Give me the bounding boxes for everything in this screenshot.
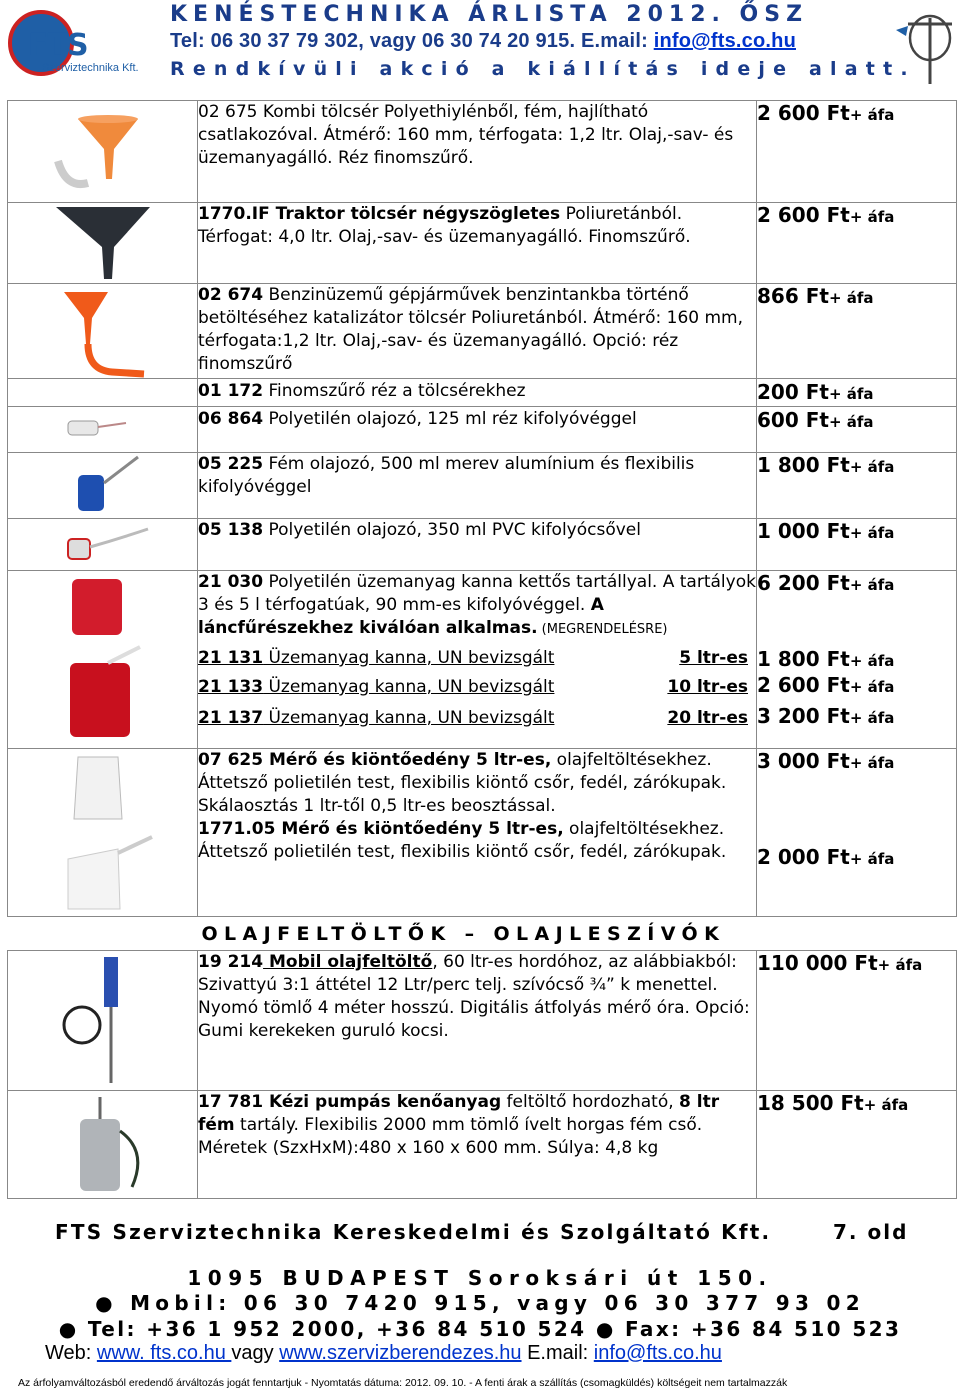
product-description: [198, 379, 757, 407]
price-cell: [757, 379, 957, 407]
header-phone: Tel: 06 30 37 79 302, vagy 06 30 74 20 915. E.mail:: [170, 30, 654, 52]
vat-label: + áfa: [849, 850, 895, 868]
product-image: [8, 453, 198, 519]
header-email-link[interactable]: info@fts.co.hu: [653, 30, 796, 52]
price-value: 2 600 Ft: [757, 101, 850, 125]
product-description: [198, 453, 757, 519]
price-list-title: KENÉSTECHNIKA ÁRLISTA 2012. ŐSZ: [170, 2, 809, 27]
product-code: 02 674: [198, 285, 264, 305]
oil-pump-icon: [48, 951, 158, 1087]
header-contact-line: [170, 30, 796, 53]
vat-label: + áfa: [828, 413, 874, 431]
price-cell: [757, 1091, 957, 1199]
table-row: [8, 101, 957, 203]
price-cell: [757, 749, 957, 917]
order-note: (MEGRENDELÉSRE): [537, 622, 668, 637]
table-row: [8, 379, 957, 407]
product-image: [8, 749, 198, 917]
small-oiler-icon: [48, 407, 158, 447]
product-image: [8, 1091, 198, 1199]
orange-catalyst-funnel-icon: [48, 284, 158, 378]
grease-gun-icon: [888, 8, 954, 88]
vat-label: + áfa: [849, 208, 895, 226]
section-row: [8, 917, 957, 951]
highlight-text: Kézi pumpás kenőanyag: [263, 1092, 502, 1112]
description-text: Benzinüzemű gépjárművek benzintankba történő betöltéséhez katalizátor tölcsér Poliuretánból. Átmérő: 160 mm, térfogata:1,2 ltr. Olaj,-sav- és üzemanyagálló. Opció: réz finomszűrő: [198, 285, 744, 374]
product-description: [198, 101, 757, 203]
product-code: 06 864: [198, 409, 264, 429]
price-cell: [757, 571, 957, 749]
page-header: [0, 0, 960, 100]
table-row: [8, 571, 957, 749]
footer-email-link[interactable]: info@fts.co.hu: [593, 1342, 722, 1364]
description-text: Poliuretánból. Térfogat: 4,0 ltr. Olaj,-sav- és üzemanyagálló. Finomszűrő.: [198, 204, 691, 247]
product-table: [7, 100, 957, 1199]
highlight-text: Mobil olajfeltöltő: [263, 952, 433, 972]
product-image: [8, 284, 198, 379]
price-value: 600 Ft: [757, 408, 829, 432]
price-value: 3 000 Ft: [757, 749, 850, 773]
product-code: 21 133: [198, 677, 264, 697]
page-number: 7. old: [833, 1220, 909, 1244]
price-line: [757, 845, 956, 871]
product-description: [198, 1091, 757, 1199]
price-value: 1 000 Ft: [757, 519, 850, 543]
web-label: Web:: [45, 1342, 97, 1364]
product-description: [198, 571, 757, 749]
price-line: [757, 571, 956, 597]
vat-label: + áfa: [849, 106, 895, 124]
footer-disclaimer: Az árfolyamváltozásból eredendő árváltozás jogát fenntartjuk - Nyomtatás dátuma: 2012. 09. 10. - A fenti árak a szállítás (csomagküldés) költségeit nem tartalmazzák: [18, 1377, 788, 1389]
product-image: [8, 101, 198, 203]
logo-subtitle: Szerviztechnika Kft.: [42, 62, 139, 74]
product-code: 1770.IF Traktor tölcsér négyszögletes: [198, 204, 561, 224]
volume-label: 20 ltr-es: [667, 708, 748, 728]
fts-logo: [4, 6, 154, 86]
footer-mobile: ● Mobil: 06 30 7420 915, vagy 06 30 377 93 02: [95, 1291, 865, 1315]
highlight-text: Mérő és kiöntőedény 5 ltr-es,: [263, 750, 552, 770]
measuring-jug-icon: [48, 749, 158, 913]
description-text: Üzemanyag kanna, UN bevizsgált: [263, 708, 555, 728]
price-value: 1 800 Ft: [757, 453, 850, 477]
price-line: [757, 749, 956, 775]
vat-label: + áfa: [828, 385, 874, 403]
price-value: 3 200 Ft: [757, 704, 850, 728]
product-image: [8, 519, 198, 571]
section-title: OLAJFELTÖLTŐK – OLAJLESZÍVÓK: [201, 923, 726, 945]
promo-line: Rendkívüli akció a kiállítás ideje alatt.: [170, 58, 916, 80]
price-cell: [757, 203, 957, 284]
product-image: [8, 379, 198, 407]
price-value: 2 600 Ft: [757, 673, 850, 697]
product-code: 05 138: [198, 520, 264, 540]
table-row: [8, 453, 957, 519]
vat-label: + áfa: [877, 956, 923, 974]
email-label: E.mail:: [521, 1342, 594, 1364]
volume-label: 10 ltr-es: [667, 677, 748, 697]
price-cell: [757, 407, 957, 453]
product-code: 21 137: [198, 708, 264, 728]
product-code: 21 030: [198, 572, 264, 592]
logo-text: FTS: [28, 28, 88, 63]
dual-can-description: [198, 571, 756, 641]
product-description: [198, 519, 757, 571]
description-text: Üzemanyag kanna, UN bevizsgált: [263, 648, 555, 668]
or-text: vagy: [231, 1342, 280, 1364]
company-name: FTS Szerviztechnika Kereskedelmi és Szolgáltató Kft.: [55, 1220, 772, 1244]
orange-funnel-icon: [48, 101, 158, 201]
fuel-can-icon: [48, 571, 158, 747]
description-text: Kombi tölcsér Polyethiylénből, fém, hajlítható csatlakozóval. Átmérő: 160 mm, térfogata: 1,2 ltr. Olaj,-sav- és üzemanyagálló. Réz finomszűrő.: [198, 102, 734, 168]
price-line: [757, 704, 956, 730]
website-link[interactable]: www. fts.co.hu: [96, 1342, 232, 1364]
price-cell: [757, 951, 957, 1091]
vat-label: + áfa: [849, 709, 895, 727]
description-text: feltöltő hordozható,: [501, 1092, 680, 1112]
vat-label: + áfa: [863, 1096, 909, 1114]
table-row: [8, 407, 957, 453]
product-code: 17 781: [198, 1092, 264, 1112]
product-image: [8, 407, 198, 453]
vat-label: + áfa: [849, 458, 895, 476]
website-link-2[interactable]: www.szervizberendezes.hu: [279, 1342, 522, 1364]
product-image: [8, 203, 198, 284]
description-text: Üzemanyag kanna, UN bevizsgált: [263, 677, 555, 697]
price-value: 1 800 Ft: [757, 647, 850, 671]
description-text: Fém olajozó, 500 ml merev alumínium és flexibilis kifolyóvéggel: [198, 454, 695, 497]
table-row: [8, 519, 957, 571]
price-value: 6 200 Ft: [757, 571, 850, 595]
product-code: 05 225: [198, 454, 264, 474]
hand-pump-icon: [48, 1091, 158, 1195]
description-text: Polyetilén üzemanyag kanna kettős tartállyal. A tartályok 3 és 5 l térfogatúak, 90 mm-es kifolyóvéggel.: [198, 572, 756, 615]
table-row: [8, 203, 957, 284]
price-value: 18 500 Ft: [757, 1091, 864, 1115]
description-text: tartály. Flexibilis 2000 mm tömlő ívelt horgas fém cső. Méretek (SzxHxM):480 x 160 x 600 mm. Súlya: 4,8 kg: [198, 1115, 703, 1158]
description-text: Polyetilén olajozó, 125 ml réz kifolyóvéggel: [263, 409, 637, 429]
pvc-oiler-icon: [48, 519, 158, 567]
list-item: [198, 707, 756, 730]
vat-label: + áfa: [849, 524, 895, 542]
product-code: 21 131: [198, 648, 264, 668]
price-cell: [757, 519, 957, 571]
vat-label: + áfa: [828, 289, 874, 307]
description-text: , 60 ltr-es hordóhoz, az alábbiakból: Szivattyú 3:1 áttétel 12 Ltr/perc telj. szívócső ¾” k menettel. Nyomó tömlő 4 méter hosszú. Digitális átfolyás mérő óra. Opció: Gumi kerekeken guruló kocsi.: [198, 952, 750, 1041]
highlight-text: Mérő és kiöntőedény 5 ltr-es,: [275, 819, 564, 839]
tractor-funnel-icon: [48, 203, 158, 283]
product-description: [198, 407, 757, 453]
price-cell: [757, 101, 957, 203]
product-description: [198, 203, 757, 284]
vat-label: + áfa: [849, 678, 895, 696]
price-line: [757, 673, 956, 699]
price-cell: [757, 284, 957, 379]
vat-label: + áfa: [849, 652, 895, 670]
jug-description: [198, 749, 756, 818]
list-item: [198, 647, 756, 670]
product-image: [8, 951, 198, 1091]
highlight-text: A láncfűrészekhez kiválóan alkalmas.: [198, 595, 604, 638]
metal-oiler-icon: [48, 453, 158, 517]
list-item: [198, 676, 756, 699]
jug-description: [198, 818, 756, 864]
description-text: Polyetilén olajozó, 350 ml PVC kifolyócsővel: [263, 520, 641, 540]
price-value: 2 000 Ft: [757, 845, 850, 869]
footer-address: 1095 BUDAPEST Soroksári út 150.: [187, 1266, 773, 1290]
section-cell: [8, 917, 957, 951]
vat-label: + áfa: [849, 576, 895, 594]
product-code: 07 625: [198, 750, 264, 770]
description-text: olajfeltöltésekhez. Áttetsző polietilén test, flexibilis kiöntő csőr, fedél, zárókupak. Skálaosztás 1 ltr-től 0,5 ltr-es beosztással.: [198, 750, 727, 816]
table-row: [8, 749, 957, 917]
vat-label: + áfa: [849, 754, 895, 772]
footer-web: [45, 1342, 722, 1365]
product-description: [198, 284, 757, 379]
price-value: 110 000 Ft: [757, 951, 878, 975]
product-image: [8, 571, 198, 749]
description-text: olajfeltöltésekhez. Áttetsző polietilén test, flexibilis kiöntő csőr, fedél, zárókupak.: [198, 819, 727, 862]
product-description: [198, 951, 757, 1091]
price-cell: [757, 453, 957, 519]
price-value: 200 Ft: [757, 380, 829, 404]
price-line: [757, 647, 956, 673]
table-row: [8, 951, 957, 1091]
product-code: 19 214: [198, 952, 264, 972]
footer-company: [55, 1220, 909, 1244]
table-row: [8, 1091, 957, 1199]
price-value: 866 Ft: [757, 284, 829, 308]
price-value: 2 600 Ft: [757, 203, 850, 227]
table-row: [8, 284, 957, 379]
product-description: [198, 749, 757, 917]
highlight-text: 8 ltr fém: [198, 1092, 720, 1135]
footer-phone-fax: ● Tel: +36 1 952 2000, +36 84 510 524 ● Fax: +36 84 510 523: [58, 1317, 902, 1341]
description-text: Finomszűrő réz a tölcsérekhez: [263, 381, 526, 401]
product-code: 1771.05: [198, 819, 276, 839]
volume-label: 5 ltr-es: [679, 648, 748, 668]
product-code: 01 172: [198, 381, 264, 401]
product-code: 02 675: [198, 102, 258, 122]
